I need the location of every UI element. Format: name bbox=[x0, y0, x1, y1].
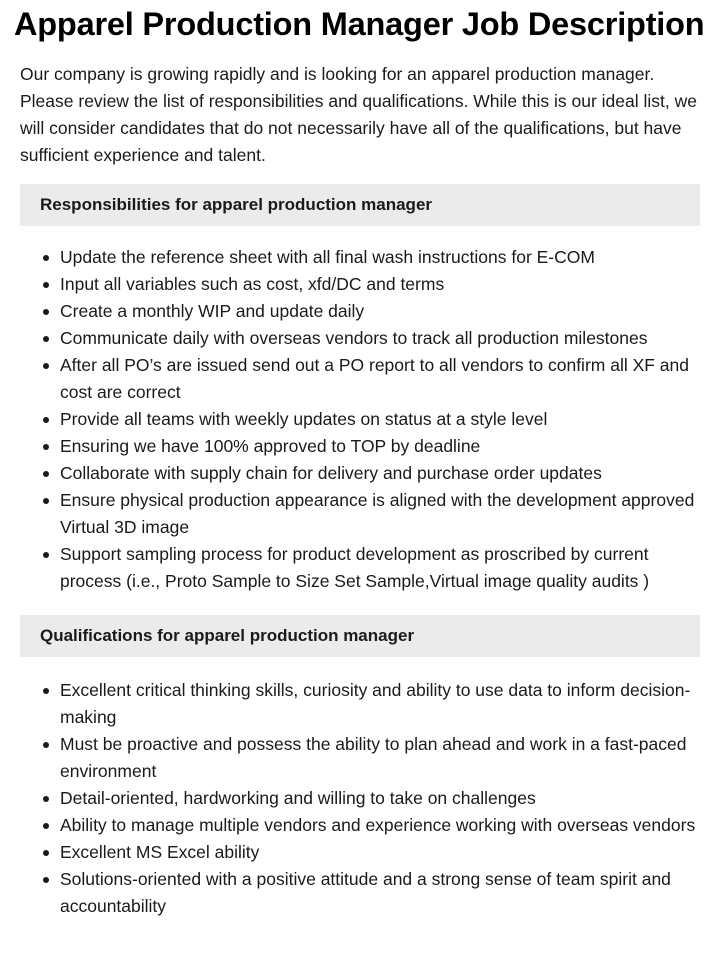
list-item-text: Ensuring we have 100% approved to TOP by deadline bbox=[60, 436, 481, 456]
bullet-icon bbox=[43, 363, 49, 369]
list-item-text: Detail-oriented, hardworking and willing to take on challenges bbox=[60, 788, 536, 808]
list-item-text: Collaborate with supply chain for delivery and purchase order updates bbox=[60, 463, 602, 483]
bullet-icon bbox=[43, 742, 49, 748]
bullet-icon bbox=[43, 309, 49, 315]
bullet-icon bbox=[43, 255, 49, 261]
list-item bbox=[60, 460, 700, 487]
bullet-icon bbox=[43, 417, 49, 423]
bullet-icon bbox=[43, 336, 49, 342]
list-item bbox=[60, 677, 700, 731]
bullet-icon bbox=[43, 796, 49, 802]
list-item-text: Provide all teams with weekly updates on status at a style level bbox=[60, 409, 548, 429]
list-item-text: Input all variables such as cost, xfd/DC and terms bbox=[60, 274, 445, 294]
list-item bbox=[60, 839, 700, 866]
page-title: Apparel Production Manager Job Description bbox=[14, 6, 705, 42]
qualifications-heading: Qualifications for apparel production manager bbox=[20, 615, 700, 657]
list-item-text: Ensure physical production appearance is aligned with the development approved Virtual 3D image bbox=[60, 490, 695, 537]
bullet-icon bbox=[43, 471, 49, 477]
bullet-icon bbox=[43, 877, 49, 883]
list-item-text: Solutions-oriented with a positive attitude and a strong sense of team spirit and accountability bbox=[60, 869, 671, 916]
list-item-text: Communicate daily with overseas vendors to track all production milestones bbox=[60, 328, 648, 348]
bullet-icon bbox=[43, 688, 49, 694]
bullet-icon bbox=[43, 552, 49, 558]
list-item bbox=[60, 541, 700, 595]
list-item bbox=[60, 731, 700, 785]
list-item bbox=[60, 406, 700, 433]
bullet-icon bbox=[43, 823, 49, 829]
list-item-text: Must be proactive and possess the ability to plan ahead and work in a fast-paced environment bbox=[60, 734, 687, 781]
bullet-icon bbox=[43, 444, 49, 450]
list-item-text: Update the reference sheet with all final wash instructions for E-COM bbox=[60, 247, 595, 267]
list-item-text: Create a monthly WIP and update daily bbox=[60, 301, 365, 321]
qualifications-list bbox=[20, 677, 700, 920]
list-item bbox=[60, 866, 700, 920]
list-item-text: Excellent MS Excel ability bbox=[60, 842, 260, 862]
list-item bbox=[60, 244, 700, 271]
list-item bbox=[60, 487, 700, 541]
list-item-text: Ability to manage multiple vendors and experience working with overseas vendors bbox=[60, 815, 696, 835]
bullet-icon bbox=[43, 850, 49, 856]
list-item bbox=[60, 812, 700, 839]
list-item bbox=[60, 352, 700, 406]
list-item-text: Excellent critical thinking skills, curiosity and ability to use data to inform decision-making bbox=[60, 680, 691, 727]
list-item bbox=[60, 271, 700, 298]
responsibilities-heading: Responsibilities for apparel production manager bbox=[20, 184, 700, 226]
list-item-text: Support sampling process for product development as proscribed by current process (i.e., Proto Sample to Size Set Sample,Virtual image quality audits ) bbox=[60, 544, 650, 591]
responsibilities-list bbox=[20, 244, 700, 595]
list-item-text: After all PO’s are issued send out a PO report to all vendors to confirm all XF and cost are correct bbox=[60, 355, 690, 402]
list-item bbox=[60, 785, 700, 812]
intro-paragraph: Our company is growing rapidly and is looking for an apparel production manager. Please review the list of responsibilities and qualifications. While this is our ideal list, we will consider candidates that do not necessarily have all of the qualifications, but have sufficient experience and talent. bbox=[20, 64, 697, 165]
list-item bbox=[60, 325, 700, 352]
list-item bbox=[60, 433, 700, 460]
list-item bbox=[60, 298, 700, 325]
bullet-icon bbox=[43, 498, 49, 504]
bullet-icon bbox=[43, 282, 49, 288]
